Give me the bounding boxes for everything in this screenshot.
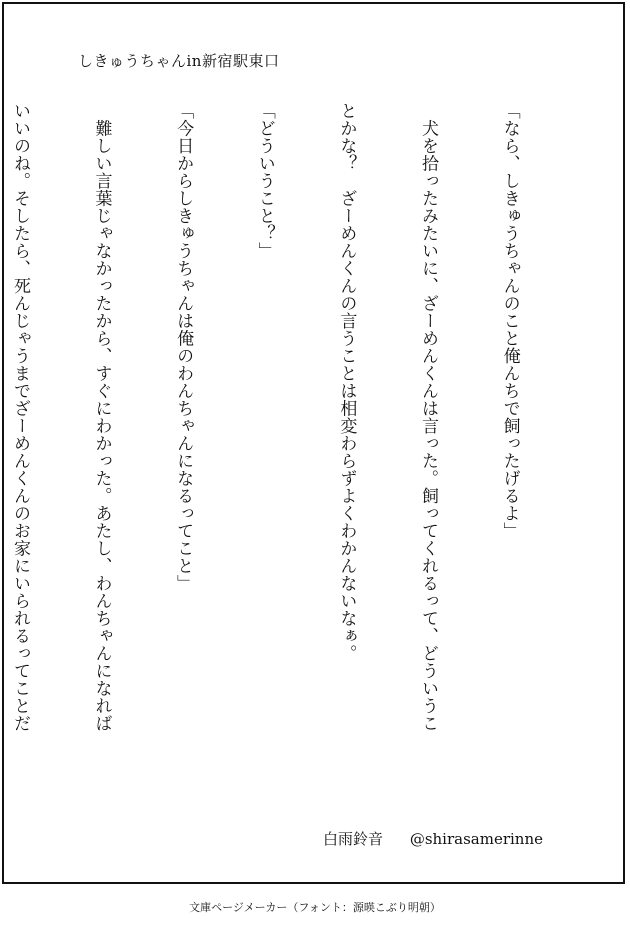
author-credit xyxy=(323,828,543,849)
body-line: 犬を拾ったみたいに、ざーめんくんは言った。飼ってくれるって、どういうこ xyxy=(417,102,438,732)
page-frame xyxy=(2,2,625,884)
header-title: しきゅうちゃんin新宿駅東口 xyxy=(78,52,280,70)
footer-credit: 文庫ページメーカー（フォント：源暎こぶり明朝） xyxy=(189,901,441,914)
body-text xyxy=(0,102,577,782)
body-line: いいのね。そしたら、死んじゃうまでざーめんくんのお家にいられるってことだ xyxy=(9,102,30,732)
author-name: 白雨鈴音 xyxy=(323,830,384,848)
body-line: とかな？ ざーめんくんの言うことは相変わらずよくわかんないなぁ。 xyxy=(336,102,357,662)
author-handle: @shirasamerinne xyxy=(409,830,543,848)
body-line: 「なら、しきゅうちゃんのこと俺んちで飼ったげるよ」 xyxy=(499,102,520,540)
body-line: 難しい言葉じゃなかったから、すぐにわかった。あたし、わんちゃんになれば xyxy=(91,102,112,732)
body-line: 「今日からしきゅうちゃんは俺のわんちゃんになるってこと」 xyxy=(173,102,194,592)
body-line: 「どういうこと？」 xyxy=(254,102,275,260)
